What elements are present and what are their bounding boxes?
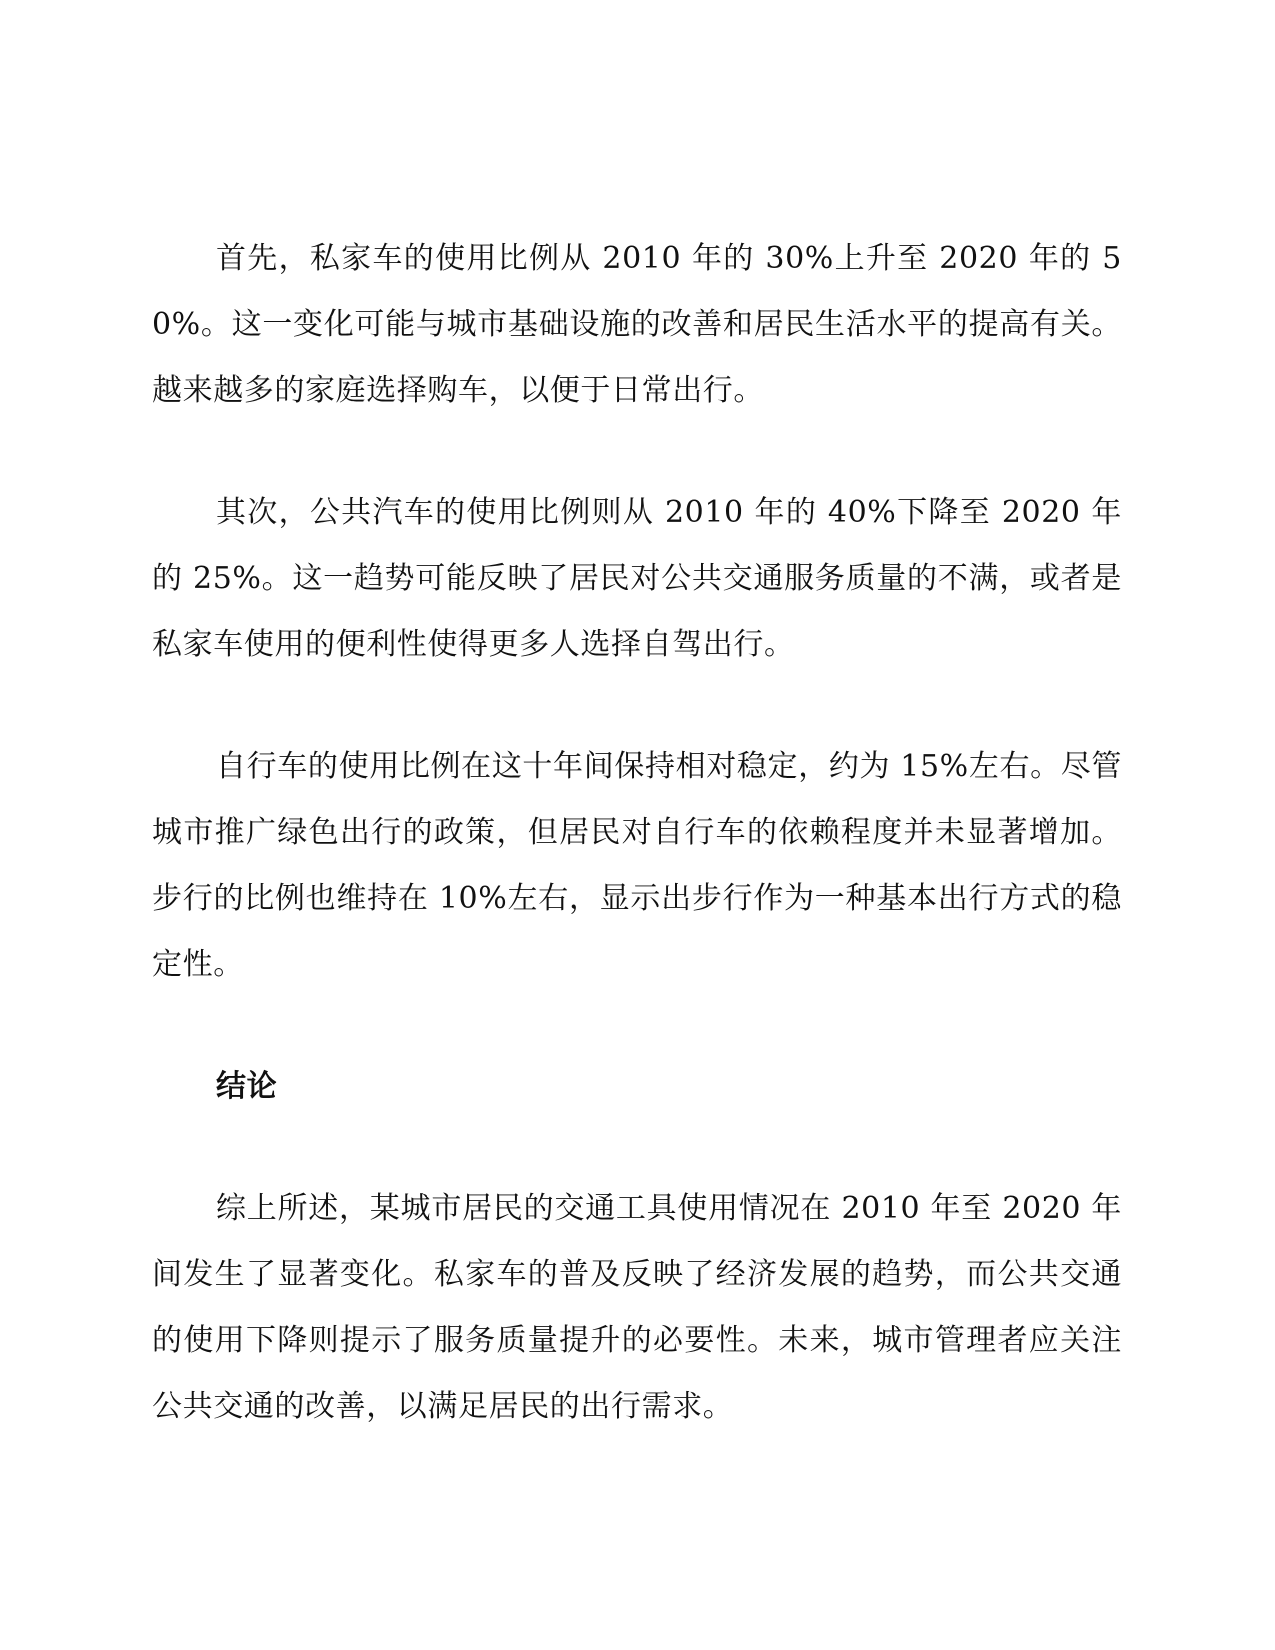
document-body <box>152 226 1122 1496</box>
paragraph-conclusion: 综上所述，某城市居民的交通工具使用情况在 2010 年至 2020 年间发生了显著变化。私家车的普及反映了经济发展的趋势，而公共交通的使用下降则提示了服务质量提升的必要性。未来，城市管理者应关注公共交通的改善，以满足居民的出行需求。 <box>152 1191 1122 1424</box>
paragraph-private-car: 首先，私家车的使用比例从 2010 年的 30%上升至 2020 年的 50%。这一变化可能与城市基础设施的改善和居民生活水平的提高有关。越来越多的家庭选择购车，以便于日常出行。 <box>152 241 1122 408</box>
paragraph-public-bus: 其次，公共汽车的使用比例则从 2010 年的 40%下降至 2020 年的 25%。这一趋势可能反映了居民对公共交通服务质量的不满，或者是私家车使用的便利性使得更多人选择自驾出行。 <box>152 495 1122 662</box>
paragraph-bicycle-walking: 自行车的使用比例在这十年间保持相对稳定，约为 15%左右。尽管城市推广绿色出行的政策，但居民对自行车的依赖程度并未显著增加。步行的比例也维持在 10%左右，显示出步行作为一种基本出行方式的稳定性。 <box>152 749 1122 982</box>
conclusion-heading: 结论 <box>216 1069 278 1104</box>
